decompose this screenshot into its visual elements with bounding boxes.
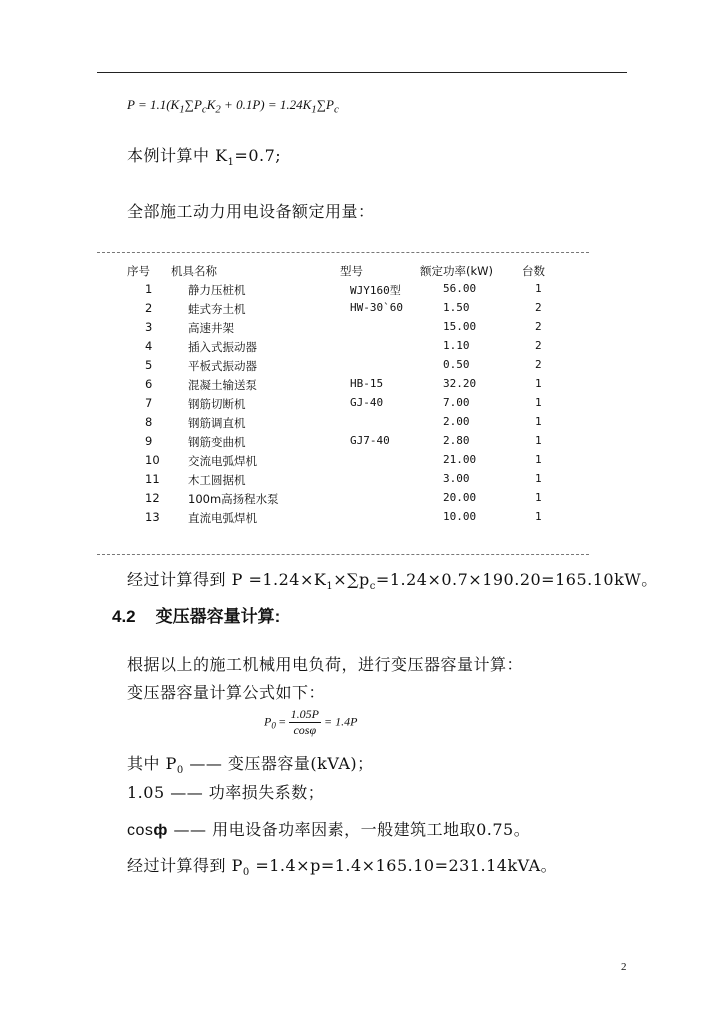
- table-row: [0, 396, 724, 415]
- cell-count: 2: [535, 358, 542, 371]
- cell-model: GJ7-40: [350, 434, 390, 447]
- table-row: [0, 472, 724, 491]
- header-name: 机具名称: [171, 264, 217, 278]
- cell-count: 2: [535, 339, 542, 352]
- cell-name: 平板式振动器: [188, 359, 257, 373]
- table-row: [0, 320, 724, 339]
- table-header-row: [0, 263, 724, 282]
- cell-name: 木工圆据机: [188, 473, 246, 487]
- cell-count: 1: [535, 396, 542, 409]
- formula-fraction: $\frac{1.05P}{\cos\varphi}$: [290, 707, 319, 737]
- header-rule: [97, 72, 627, 73]
- cell-name: 高速井架: [188, 321, 234, 335]
- cell-power: 1.10: [443, 339, 470, 352]
- total-power-result: 经过计算得到 $P =1.24\times K_1\times\sum p_c=1.24\times 0.7\times 190.20=165.10kW$。: [127, 570, 658, 593]
- cell-name: 静力压桩机: [188, 283, 246, 297]
- definition-p0: 其中 $P_0$ —— 变压器容量(kVA)；: [127, 754, 374, 777]
- cell-model: WJY160型: [350, 284, 401, 297]
- formula-intro: 变压器容量计算公式如下：: [127, 683, 326, 702]
- cell-power: 10.00: [443, 510, 477, 523]
- cell-power: 7.00: [443, 396, 470, 409]
- cell-count: 1: [535, 282, 542, 295]
- equipment-intro: 全部施工动力用电设备额定用量：: [127, 202, 375, 221]
- cell-index: 9: [145, 434, 153, 448]
- cell-index: 5: [145, 358, 153, 372]
- cell-count: 1: [535, 453, 542, 466]
- table-row: [0, 510, 724, 529]
- table-row: [0, 415, 724, 434]
- table-top-divider: [97, 252, 589, 253]
- transformer-capacity-result: 经过计算得到 $P_0 =1.4\times p=1.4\times 165.10=231.14kVA$。: [127, 856, 558, 879]
- cell-index: 6: [145, 377, 153, 391]
- cell-name: 直流电弧焊机: [188, 511, 257, 525]
- cell-count: 1: [535, 472, 542, 485]
- cell-index: 10: [145, 453, 160, 467]
- cell-name: 钢筋调直机: [188, 416, 246, 430]
- table-row: [0, 377, 724, 396]
- table-row: [0, 358, 724, 377]
- cell-power: 1.50: [443, 301, 470, 314]
- cell-power: 3.00: [443, 472, 470, 485]
- cell-name: 钢筋变曲机: [188, 435, 246, 449]
- cell-power: 32.20: [443, 377, 477, 390]
- cell-model: HB-15: [350, 377, 384, 390]
- cell-power: 0.50: [443, 358, 470, 371]
- cell-name: 插入式振动器: [188, 340, 257, 354]
- transformer-formula: $P_0$ = $\frac{1.05P}{\cos\varphi}$ = 1.4P: [264, 707, 358, 737]
- cell-index: 8: [145, 415, 153, 429]
- table-row: [0, 282, 724, 301]
- cell-power: 2.80: [443, 434, 470, 447]
- table-bottom-divider: [97, 554, 589, 555]
- table-row: [0, 491, 724, 510]
- cell-index: 1: [145, 282, 153, 296]
- definition-loss-factor: 1.05 —— 功率损失系数；: [127, 783, 325, 802]
- cell-name: 100m高扬程水泵: [188, 492, 279, 506]
- equipment-table: [0, 263, 724, 529]
- cell-name: 蛙式夯土机: [188, 302, 246, 316]
- cell-index: 2: [145, 301, 153, 315]
- cell-count: 2: [535, 320, 542, 333]
- cell-power: 20.00: [443, 491, 477, 504]
- cell-name: 钢筋切断机: [188, 397, 246, 411]
- cell-count: 1: [535, 510, 542, 523]
- cell-index: 7: [145, 396, 153, 410]
- cell-power: 21.00: [443, 453, 477, 466]
- cell-power: 2.00: [443, 415, 470, 428]
- cell-index: 4: [145, 339, 153, 353]
- header-count: 台数: [522, 264, 545, 278]
- cell-model: GJ-40: [350, 396, 384, 409]
- cell-model: HW-30`60: [350, 301, 403, 314]
- cell-index: 11: [145, 472, 160, 486]
- definition-power-factor: cosф —— 用电设备功率因素，一般建筑工地取0.75。: [127, 820, 531, 839]
- cell-index: 13: [145, 510, 160, 524]
- header-index: 序号: [127, 264, 150, 278]
- cell-count: 1: [535, 415, 542, 428]
- table-row: [0, 434, 724, 453]
- cell-count: 1: [535, 491, 542, 504]
- cell-count: 1: [535, 434, 542, 447]
- cell-name: 混凝土输送泵: [188, 378, 257, 392]
- load-formula: $P = 1.1(K_1\sum P_cK_2 + 0.1P) = 1.24K_1\sum P_c$: [127, 97, 339, 116]
- cell-power: 56.00: [443, 282, 477, 295]
- cell-name: 交流电弧焊机: [188, 454, 257, 468]
- cell-index: 3: [145, 320, 153, 334]
- table-row: [0, 453, 724, 472]
- k1-coefficient-line: 本例计算中 $K_1=0.7$;: [127, 146, 282, 169]
- page-number: 2: [621, 961, 627, 973]
- header-power: 额定功率(kW): [420, 264, 494, 278]
- cell-power: 15.00: [443, 320, 477, 333]
- table-row: [0, 339, 724, 358]
- table-row: [0, 301, 724, 320]
- section-heading: 4.2 变压器容量计算:: [112, 607, 281, 626]
- cell-count: 2: [535, 301, 542, 314]
- header-model: 型号: [340, 264, 363, 278]
- transformer-intro: 根据以上的施工机械用电负荷，进行变压器容量计算：: [127, 655, 524, 674]
- cell-index: 12: [145, 491, 160, 505]
- cell-count: 1: [535, 377, 542, 390]
